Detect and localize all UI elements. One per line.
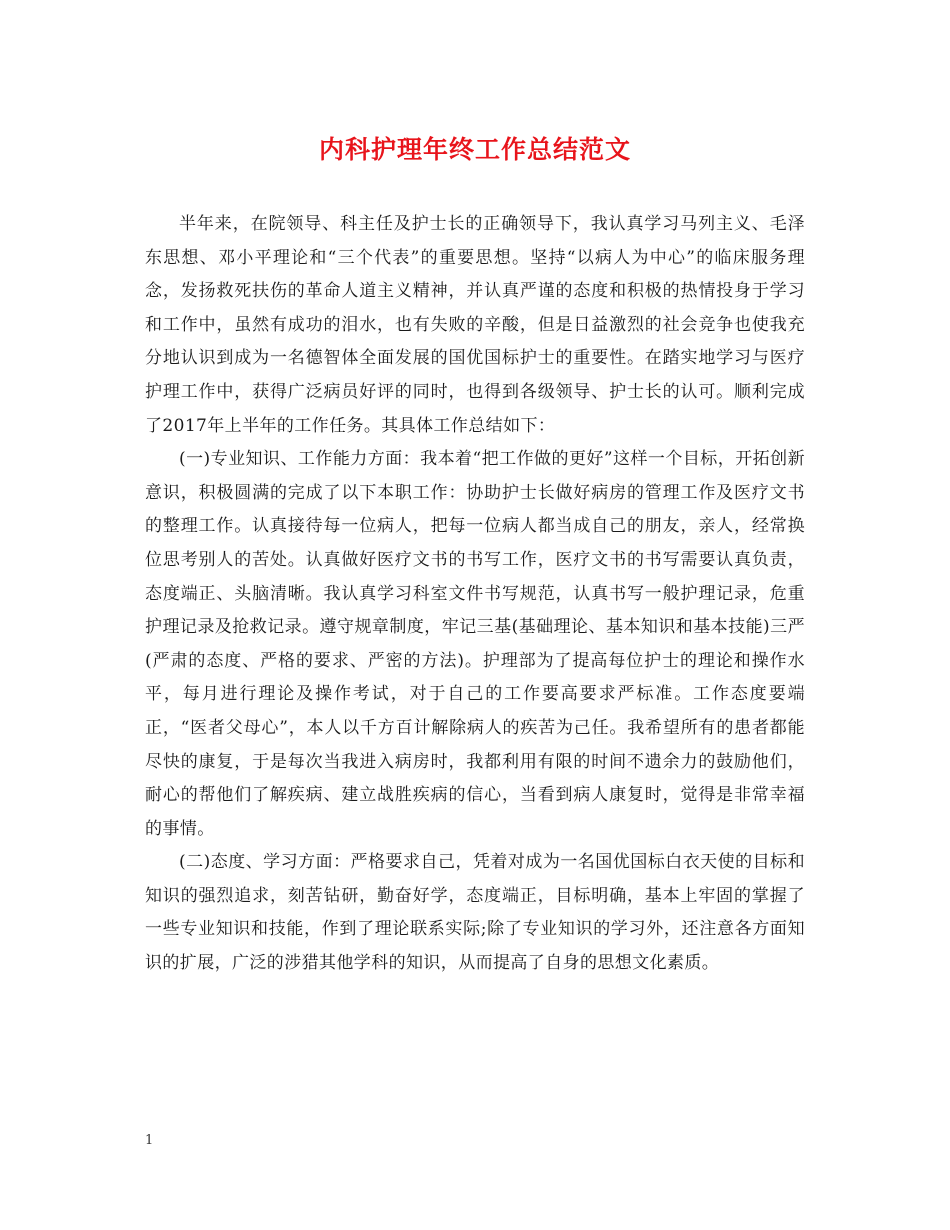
paragraph-intro: 半年来，在院领导、科主任及护士长的正确领导下，我认真学习马列主义、毛泽东思想、邓小平理论和“三个代表”的重要思想。坚持“以病人为中心”的临床服务理念，发扬救死扶伤的革命人道主义精神，并认真严谨的态度和积极的热情投身于学习和工作中，虽然有成功的泪水，也有失败的辛酸，但是日益激烈的社会竞争也使我充分地认识到成为一名德智体全面发展的国优国标护士的重要性。在踏实地学习与医疗护理工作中，获得广泛病员好评的同时，也得到各级领导、护士长的认可。顺利完成了2017年上半年的工作任务。其具体工作总结如下： xyxy=(145,214,805,436)
document-body xyxy=(145,208,805,981)
paragraph-attitude-learning: (二)态度、学习方面：严格要求自己，凭着对成为一名国优国标白衣天使的目标和知识的强烈追求，刻苦钻研，勤奋好学，态度端正，目标明确，基本上牢固的掌握了一些专业知识和技能，作到了理论联系实际;除了专业知识的学习外，还注意各方面知识的扩展，广泛的涉猎其他学科的知识，从而提高了自身的思想文化素质。 xyxy=(145,852,805,974)
page-number: 1 xyxy=(145,1133,154,1148)
paragraph-professional-knowledge: (一)专业知识、工作能力方面：我本着“把工作做的更好”这样一个目标，开拓创新意识，积极圆满的完成了以下本职工作：协助护士长做好病房的管理工作及医疗文书的整理工作。认真接待每一位病人，把每一位病人都当成自己的朋友，亲人，经常换位思考别人的苦处。认真做好医疗文书的书写工作，医疗文书的书写需要认真负责，态度端正、头脑清晰。我认真学习科室文件书写规范，认真书写一般护理记录，危重护理记录及抢救记录。遵守规章制度，牢记三基(基础理论、基本知识和基本技能)三严(严肃的态度、严格的要求、严密的方法)。护理部为了提高每位护士的理论和操作水平，每月进行理论及操作考试，对于自己的工作要高要求严标准。工作态度要端正，“医者父母心”，本人以千方百计解除病人的疾苦为己任。我希望所有的患者都能尽快的康复，于是每次当我进入病房时，我都利用有限的时间不遗余力的鼓励他们，耐心的帮他们了解疾病、建立战胜疾病的信心，当看到病人康复时，觉得是非常幸福的事情。 xyxy=(145,449,805,839)
document-title: 内科护理年终工作总结范文 xyxy=(318,135,631,164)
